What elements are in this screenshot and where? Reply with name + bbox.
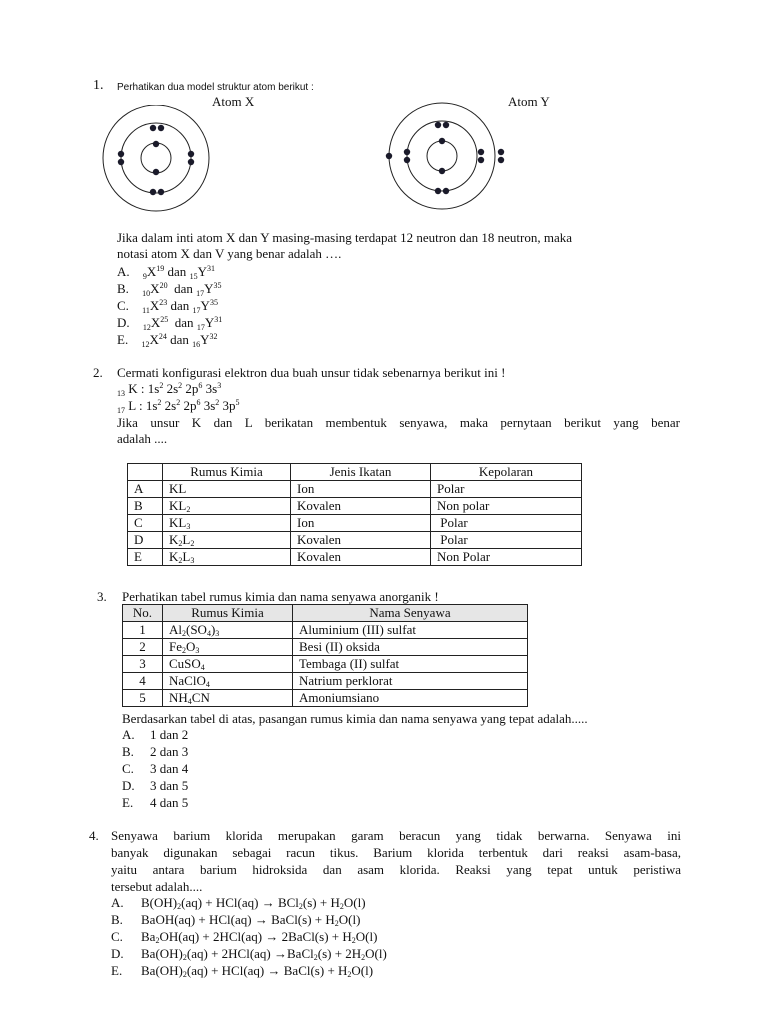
q1-option[interactable]: B. $_{10}X^{20}$ dan $_{17}Y^{35}$ <box>117 281 222 298</box>
polarity-cell: Polar <box>431 515 582 532</box>
q1-stem-line1: Jika dalam inti atom X dan Y masing-masing terdapat 12 neutron dan 18 neutron, maka <box>117 230 573 245</box>
y-atomic-number: 17 <box>196 289 205 298</box>
x-mass-number: 24 <box>158 332 167 341</box>
q4-option[interactable] <box>111 963 373 979</box>
option-text: 3 dan 5 <box>150 778 189 793</box>
q1-option[interactable]: C. $_{11}X^{23}$ dan $_{17}Y^{35}$ <box>117 298 218 315</box>
q3-option[interactable] <box>122 727 188 743</box>
header-cell <box>128 464 163 481</box>
q3-stem: Berdasarkan tabel di atas, pasangan rumus kimia dan nama senyawa yang tepat adalah..... <box>122 711 588 726</box>
table-row <box>123 622 528 639</box>
option-letter: C. <box>117 298 129 313</box>
header-cell: Kepolaran <box>431 464 582 481</box>
option-text: 1 dan 2 <box>150 727 189 742</box>
option-letter: C. <box>122 761 134 776</box>
y-atomic-number: 16 <box>192 340 201 349</box>
option-sep: dan <box>168 315 197 330</box>
x-mass-number: 19 <box>156 264 165 273</box>
table-row <box>128 498 582 515</box>
q1-option[interactable]: D. $_{12}X^{25}$ dan $_{17}Y^{31}$ <box>117 315 223 332</box>
q1-stem-line2: notasi atom X dan V yang benar adalah …. <box>117 246 342 261</box>
formula-cell: $KL_2$ <box>163 498 291 515</box>
no-cell: 2 <box>123 639 163 656</box>
option-cell: E <box>128 549 163 566</box>
formula-cell: $KL_3$ <box>163 515 291 532</box>
option-equation: $Ba(OH)_2(aq) + 2HCl(aq)$ →BaCl$_2$(s) + $2H_2O(l)$ <box>141 946 387 962</box>
option-letter: B. <box>111 912 123 927</box>
q1-intro: Perhatikan dua model struktur atom berikut : <box>117 82 314 93</box>
k-config-text: K : $1s^2$ $2s^2$ $2p^6$ $3s^3$ <box>128 381 222 396</box>
option-letter: B. <box>117 281 129 296</box>
formula-cell: $NH_4CN$ <box>163 690 293 707</box>
table-header-row <box>123 605 528 622</box>
no-cell: 5 <box>123 690 163 707</box>
q4-stem-line2: banyak digunakan sebagai racun tikus. Barium klorida terbentuk dari reaksi asam-basa, <box>111 845 681 860</box>
l-config-text: L : $1s^2$ $2s^2$ $2p^6$ $3s^2$ $3p^5$ <box>128 398 240 413</box>
name-cell: Aluminium (III) sulfat <box>293 622 528 639</box>
q2-config-l <box>117 398 240 416</box>
no-cell: 4 <box>123 673 163 690</box>
q4-option[interactable] <box>111 895 366 911</box>
y-mass-number: 35 <box>213 281 222 290</box>
option-letter: D. <box>111 946 124 961</box>
header-cell: Nama Senyawa <box>293 605 528 622</box>
bond-cell: Ion <box>291 515 431 532</box>
q3-number: 3. <box>97 589 107 604</box>
option-letter: E. <box>117 332 129 347</box>
table-row <box>123 690 528 707</box>
atom-x-label: Atom X <box>212 94 255 109</box>
q2-table <box>127 463 582 566</box>
option-equation: $Ba_2OH(aq) + 2HCl(aq)$ → 2BaCl(s) + $H_2O(l)$ <box>141 929 378 945</box>
header-cell: Rumus Kimia <box>163 605 293 622</box>
formula-cell: $Al_2(SO_4)_3$ <box>163 622 293 639</box>
option-letter: C. <box>111 929 123 944</box>
option-cell: D <box>128 532 163 549</box>
table-row <box>123 673 528 690</box>
y-mass-number: 31 <box>206 264 215 273</box>
table-row <box>128 532 582 549</box>
q2-intro: Cermati konfigurasi elektron dua buah unsur tidak sebenarnya berikut ini ! <box>117 365 506 380</box>
header-cell: Jenis Ikatan <box>291 464 431 481</box>
q4-stem-line4: tersebut adalah.... <box>111 879 203 894</box>
option-sep: dan <box>167 298 193 313</box>
q4-stem-line3: yaitu antara barium hidroksida dan asam klorida. Reaksi yang tepat untuk peristiwa <box>111 862 681 877</box>
table-row <box>123 656 528 673</box>
name-cell: Tembaga (II) sulfat <box>293 656 528 673</box>
y-atomic-number: 17 <box>196 323 205 332</box>
q3-option[interactable] <box>122 744 188 760</box>
x-mass-number: 23 <box>159 298 168 307</box>
option-text: 3 dan 4 <box>150 761 189 776</box>
polarity-cell: Polar <box>431 532 582 549</box>
option-letter: A. <box>111 895 124 910</box>
y-mass-number: 32 <box>209 332 218 341</box>
q1-option[interactable]: A. $_9X^{19}$ dan $_{15}Y^{31}$ <box>117 264 215 281</box>
bond-cell: Ion <box>291 481 431 498</box>
formula-cell: CuSO$_4$ <box>163 656 293 673</box>
formula-cell: $Fe_2O_3$ <box>163 639 293 656</box>
x-atomic-number: 11 <box>142 306 150 315</box>
x-atomic-number: 10 <box>142 289 151 298</box>
y-atomic-number: 15 <box>189 272 198 281</box>
option-cell: B <box>128 498 163 515</box>
k-atomic-number: 13 <box>117 389 125 398</box>
option-equation: $Ba(OH)_2(aq) + HCl(aq)$ → BaCl(s) + $H_2O(l)$ <box>141 963 374 979</box>
header-cell: No. <box>123 605 163 622</box>
y-mass-number: 35 <box>209 298 218 307</box>
q2-number: 2. <box>93 365 103 380</box>
option-letter: A. <box>122 727 135 742</box>
name-cell: Natrium perklorat <box>293 673 528 690</box>
x-mass-number: 25 <box>160 315 169 324</box>
polarity-cell: Polar <box>431 481 582 498</box>
bond-cell: Kovalen <box>291 532 431 549</box>
header-cell: Rumus Kimia <box>163 464 291 481</box>
option-equation: BaOH(aq) + HCl(aq) → BaCl(s) + $H_2O(l)$ <box>141 912 361 928</box>
table-row <box>123 639 528 656</box>
option-sep: dan <box>167 281 197 296</box>
option-letter: E. <box>111 963 123 978</box>
option-cell: C <box>128 515 163 532</box>
y-atomic-number: 17 <box>192 306 201 315</box>
option-text: 2 dan 3 <box>150 744 189 759</box>
atom-y-label: Atom Y <box>508 94 550 109</box>
name-cell: Besi (II) oksida <box>293 639 528 656</box>
no-cell: 3 <box>123 656 163 673</box>
formula-cell: NaClO$_4$ <box>163 673 293 690</box>
atom-x-diagram <box>98 105 218 215</box>
q4-stem-line1: Senyawa barium klorida merupakan garam beracun yang tidak berwarna. Senyawa ini <box>111 828 681 843</box>
option-letter: B. <box>122 744 134 759</box>
q4-number: 4. <box>89 828 99 843</box>
x-atomic-number: 9 <box>142 272 147 281</box>
l-atomic-number: 17 <box>117 406 125 415</box>
table-header-row <box>128 464 582 481</box>
formula-cell: $K_2L_3$ <box>163 549 291 566</box>
no-cell: 1 <box>123 622 163 639</box>
x-atomic-number: 12 <box>142 323 151 332</box>
q4-option[interactable] <box>111 929 377 945</box>
option-text: 4 dan 5 <box>150 795 189 810</box>
option-sep: dan <box>164 264 190 279</box>
option-letter: D. <box>117 315 130 330</box>
q3-table <box>122 604 528 707</box>
option-equation: $B(OH)_2(aq) + HCl(aq) \to BCl_2(s) + H_2O(l)$ <box>141 895 366 911</box>
x-atomic-number: 12 <box>141 340 150 349</box>
option-sep: dan <box>166 332 193 347</box>
q3-intro: Perhatikan tabel rumus kimia dan nama senyawa anorganik ! <box>122 589 439 604</box>
q4-option[interactable] <box>111 912 360 928</box>
q2-stem-line1: Jika unsur K dan L berikatan membentuk senyawa, maka pernytaan berikut yang benar <box>117 415 680 430</box>
q3-option[interactable] <box>122 761 188 777</box>
q2-config-k <box>117 381 221 399</box>
q1-option[interactable]: E. $_{12}X^{24}$ dan $_{16}Y^{32}$ <box>117 332 218 349</box>
option-letter: D. <box>122 778 135 793</box>
q2-stem-line2: adalah .... <box>117 431 168 446</box>
q3-option[interactable] <box>122 778 188 794</box>
q3-option[interactable] <box>122 795 188 811</box>
option-letter: A. <box>117 264 130 279</box>
polarity-cell: Non Polar <box>431 549 582 566</box>
name-cell: Amoniumsiano <box>293 690 528 707</box>
table-row <box>128 549 582 566</box>
table-row <box>128 515 582 532</box>
table-row <box>128 481 582 498</box>
atom-y-diagram <box>380 102 510 212</box>
bond-cell: Kovalen <box>291 498 431 515</box>
y-mass-number: 31 <box>214 315 223 324</box>
formula-cell: $K_2L_2$ <box>163 532 291 549</box>
polarity-cell: Non polar <box>431 498 582 515</box>
option-letter: E. <box>122 795 134 810</box>
x-mass-number: 20 <box>159 281 168 290</box>
q4-option[interactable] <box>111 946 387 962</box>
option-cell: A <box>128 481 163 498</box>
q1-number: 1. <box>93 78 104 93</box>
bond-cell: Kovalen <box>291 549 431 566</box>
formula-cell: KL <box>163 481 291 498</box>
